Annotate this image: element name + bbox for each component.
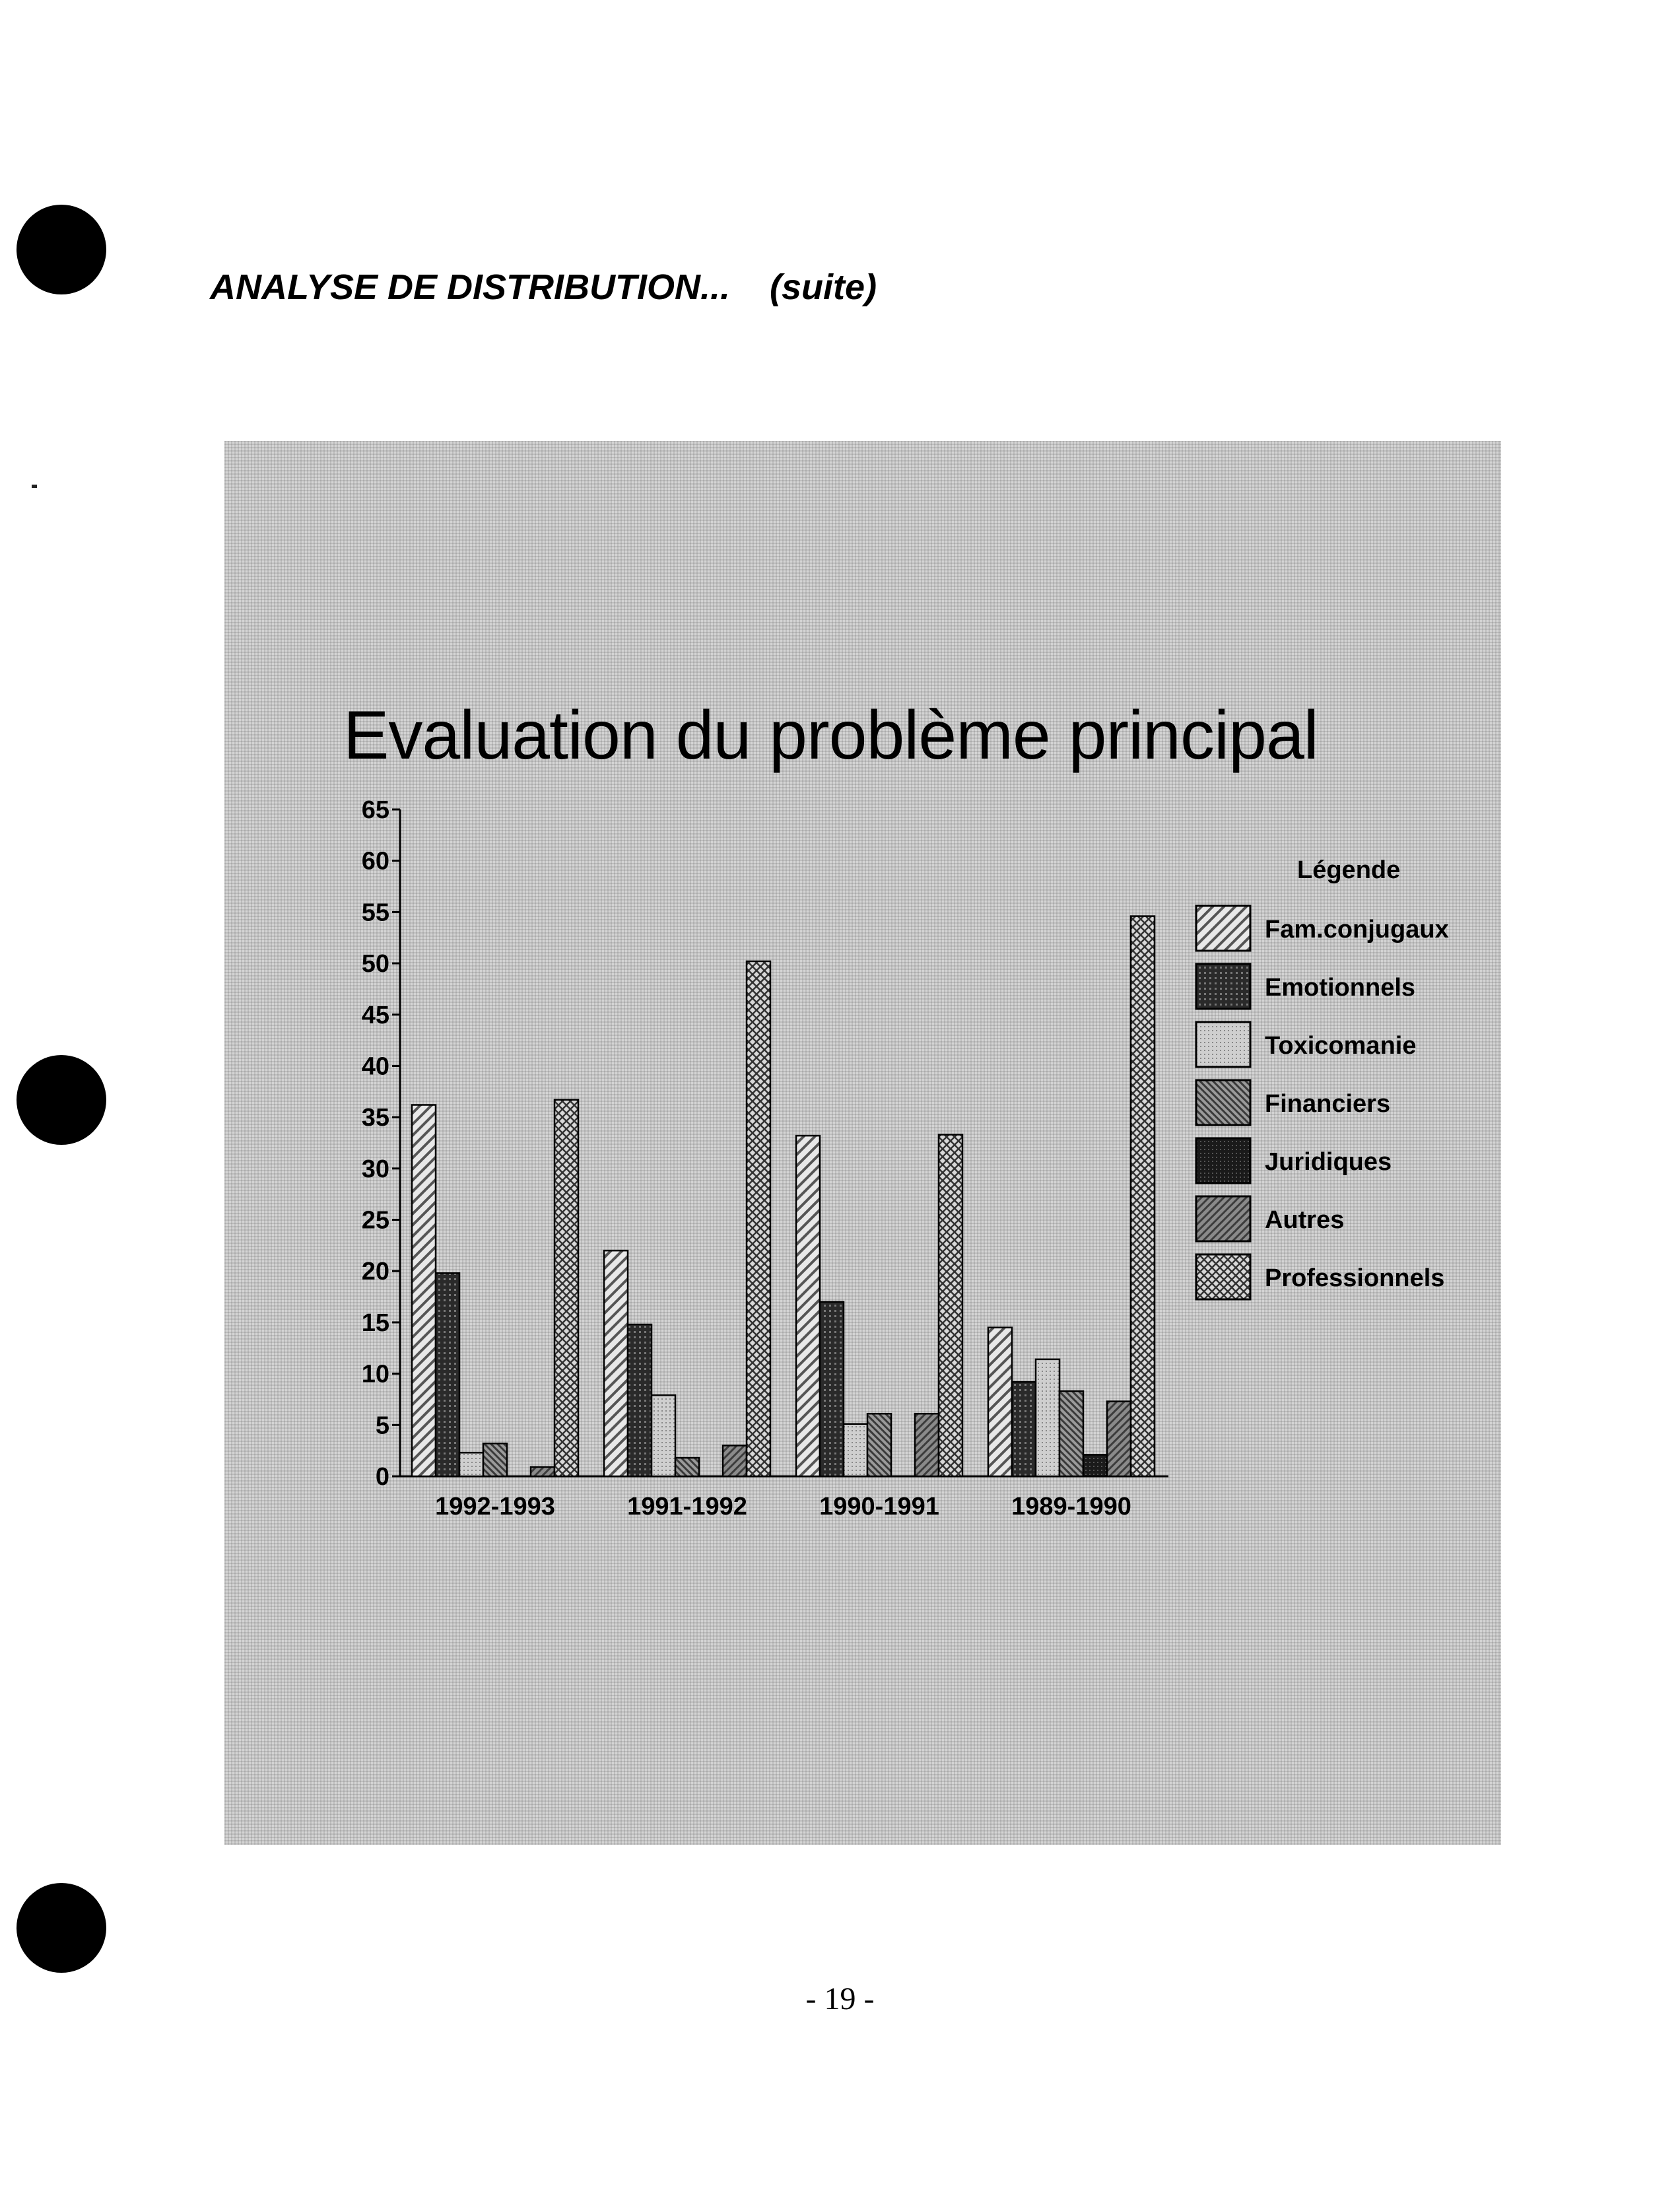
y-tick-label: 60	[361, 847, 389, 875]
legend-label: Financiers	[1265, 1090, 1391, 1118]
legend-swatch-financiers	[1196, 1080, 1250, 1125]
y-tick-label: 55	[361, 899, 389, 927]
legend-swatch-professionnels	[1196, 1254, 1250, 1299]
y-tick-label: 65	[361, 796, 389, 824]
page-header-suffix: (suite)	[770, 267, 877, 307]
x-tick-label: 1991-1992	[627, 1493, 747, 1521]
y-tick-label: 10	[361, 1360, 389, 1388]
legend-swatch-autres	[1196, 1196, 1250, 1241]
y-tick-label: 30	[361, 1155, 389, 1183]
legend-label: Autres	[1265, 1206, 1345, 1234]
legend-label: Fam.conjugaux	[1265, 916, 1449, 943]
bar-toxicomanie-1990-1991	[844, 1424, 867, 1476]
x-tick-label: 1992-1993	[435, 1493, 555, 1521]
bar-emotionnels-1992-1993	[436, 1273, 459, 1476]
legend-title: Légende	[1297, 856, 1401, 884]
y-tick-label: 0	[375, 1463, 389, 1491]
bar-autres-1989-1990	[1107, 1402, 1131, 1476]
bar-toxicomanie-1991-1992	[652, 1395, 675, 1476]
bar-fam-conjugaux-1990-1991	[796, 1136, 820, 1476]
bar-financiers-1991-1992	[675, 1458, 699, 1476]
bar-professionnels-1989-1990	[1131, 916, 1155, 1476]
bar-fam-conjugaux-1992-1993	[412, 1105, 436, 1476]
y-tick-label: 40	[361, 1052, 389, 1081]
legend-label: Toxicomanie	[1265, 1032, 1417, 1060]
y-tick-label: 5	[375, 1412, 389, 1440]
y-tick-label: 15	[361, 1309, 389, 1337]
y-tick-label: 50	[361, 950, 389, 978]
bar-financiers-1989-1990	[1059, 1391, 1083, 1476]
bar-emotionnels-1990-1991	[820, 1302, 844, 1476]
bar-financiers-1990-1991	[867, 1414, 891, 1476]
legend-swatch-fam-conjugaux	[1196, 906, 1250, 951]
chart-legend	[1196, 856, 1449, 1299]
legend-swatch-toxicomanie	[1196, 1022, 1250, 1067]
bar-emotionnels-1991-1992	[628, 1324, 652, 1476]
y-tick-label: 35	[361, 1104, 389, 1132]
y-tick-label: 45	[361, 1001, 389, 1029]
bar-autres-1992-1993	[531, 1467, 554, 1476]
legend-label: Juridiques	[1265, 1148, 1392, 1176]
y-tick-label: 25	[361, 1206, 389, 1235]
bar-professionnels-1991-1992	[747, 961, 770, 1476]
bar-fam-conjugaux-1991-1992	[604, 1250, 628, 1476]
bar-autres-1991-1992	[723, 1445, 747, 1476]
bar-juridiques-1989-1990	[1083, 1454, 1107, 1476]
chart-bars	[412, 916, 1155, 1476]
bar-toxicomanie-1992-1993	[459, 1453, 483, 1476]
legend-swatch-emotionnels	[1196, 964, 1250, 1009]
chart-title: Evaluation du problème principal	[343, 697, 1318, 774]
page-header-title: ANALYSE DE DISTRIBUTION...	[210, 267, 731, 307]
bar-fam-conjugaux-1989-1990	[988, 1328, 1012, 1476]
bar-professionnels-1990-1991	[939, 1135, 962, 1476]
page-number: - 19 -	[805, 1981, 875, 2016]
x-tick-label: 1989-1990	[1011, 1493, 1131, 1521]
legend-label: Emotionnels	[1265, 974, 1416, 1002]
legend-label: Professionnels	[1265, 1264, 1445, 1292]
bar-autres-1990-1991	[915, 1414, 939, 1476]
bar-toxicomanie-1989-1990	[1036, 1359, 1059, 1476]
x-tick-label: 1990-1991	[819, 1493, 939, 1521]
y-tick-label: 20	[361, 1258, 389, 1286]
bar-emotionnels-1989-1990	[1012, 1382, 1036, 1476]
bar-professionnels-1992-1993	[554, 1100, 578, 1476]
bar-financiers-1992-1993	[483, 1443, 507, 1476]
legend-swatch-juridiques	[1196, 1138, 1250, 1183]
